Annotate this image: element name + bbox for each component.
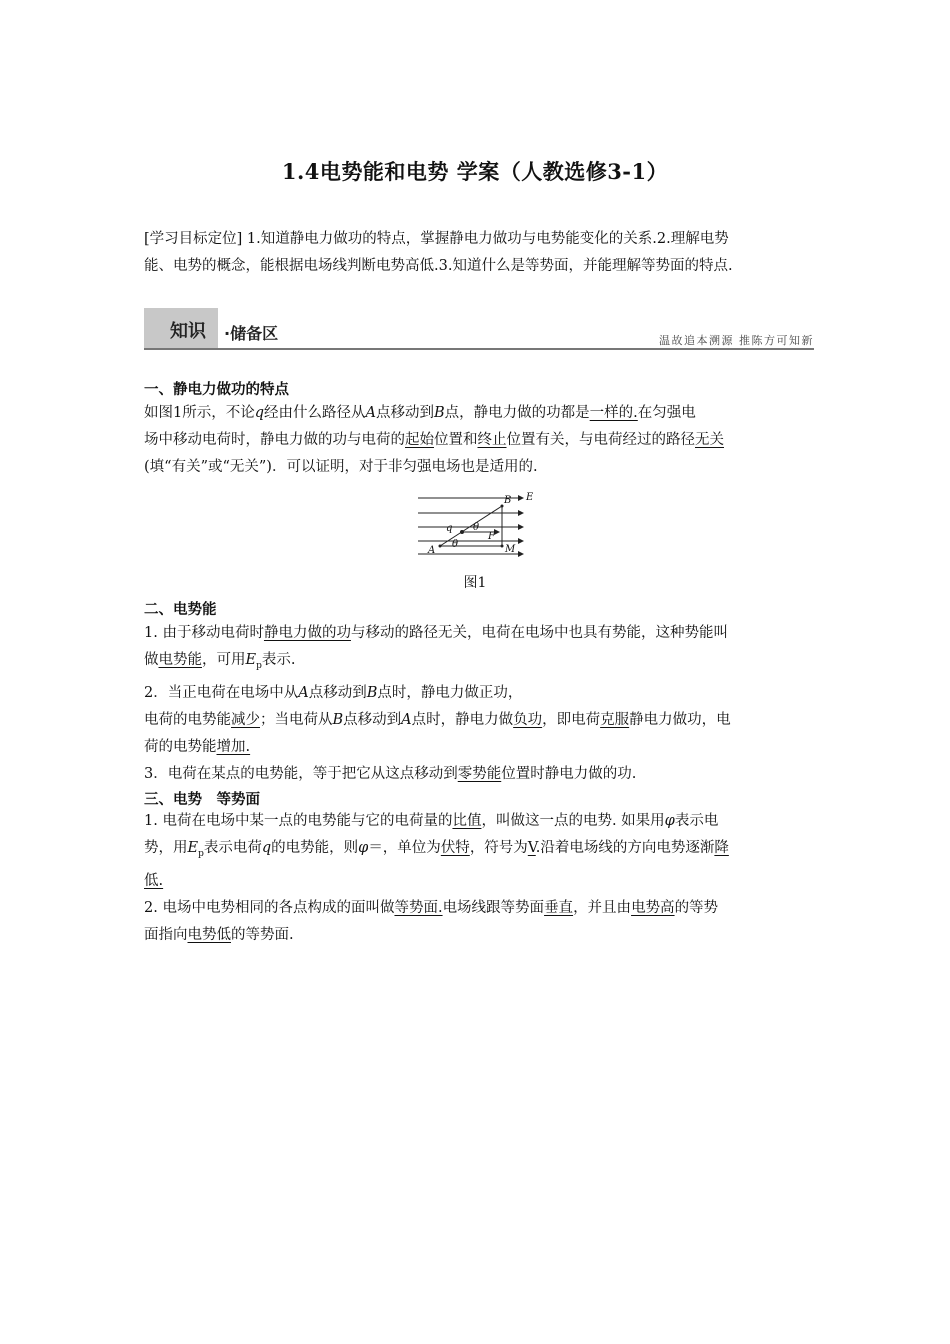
figure-caption: 图1 xyxy=(463,575,487,591)
section-heading-1: 一、静电力做功的特点 xyxy=(144,382,289,398)
label-theta-1: θ xyxy=(473,522,480,533)
banner-rule xyxy=(144,348,814,350)
page-title: 1.4电势能和电势 学案（人教选修3-1） xyxy=(281,159,669,184)
label-theta-2: θ xyxy=(452,539,459,550)
banner-tab: 知识 xyxy=(144,308,218,348)
section-1-body: 如图1所示，不论q经由什么路径从A点移动到B点，静电力做的功都是一样的.在匀强电 场中移动电荷时，静电力做的功与电荷的起始位置和终止位置有关，与电荷经过的路径无关 (填“有关”或“无关”)．可以证明，对于非匀强电场也是适用的. xyxy=(144,405,724,475)
section-banner xyxy=(144,308,814,352)
field-diagram xyxy=(418,490,533,560)
label-B: B xyxy=(504,495,512,506)
label-M: M xyxy=(505,544,516,555)
section-2-body: 1. 由于移动电荷时静电力做的功与移动的路径无关，电荷在电场中也具有势能，这种势能叫 做电势能，可用$E_p$表示. 2．当正电荷在电场中从A点移动到B点时，静电力做正功， 电荷的电势能减少；当电荷从B点移动到A点时，静电力做负功，即电荷克服静电力做功，电 荷的电势能增加. 3．电荷在某点的电势能，等于把它从这点移动到零势能位置时静电力做的功. xyxy=(144,625,731,782)
label-q: q xyxy=(446,523,453,534)
label-F: F xyxy=(488,531,495,542)
label-E: E xyxy=(526,492,533,503)
section-heading-3: 三、电势 等势面 xyxy=(144,792,260,808)
banner-subtitle: ·储备区 xyxy=(224,324,279,343)
section-heading-2: 二、电势能 xyxy=(144,602,217,618)
label-A: A xyxy=(428,545,436,556)
learning-objectives: [学习目标定位] 1.知道静电力做功的特点，掌握静电力做功与电势能变化的关系.2.理解电势 能、电势的概念，能根据电场线判断电势高低.3.知道什么是等势面，并能理解等势面的特点. xyxy=(144,231,733,274)
banner-motto: 温故追本溯源 推陈方可知新 xyxy=(659,334,814,347)
section-3-body: 1. 电荷在电场中某一点的电势能与它的电荷量的比值，叫做这一点的电势. 如果用φ表示电 势，用$E_p$表示电荷q的电势能，则φ＝，单位为伏特，符号为V.沿着电场线的方向电势逐渐降 低. 2. 电场中电势相同的各点构成的面叫做等势面.电场线跟等势面垂直，并且由电势高的等势 面指向电势低的等势面. xyxy=(144,813,729,943)
